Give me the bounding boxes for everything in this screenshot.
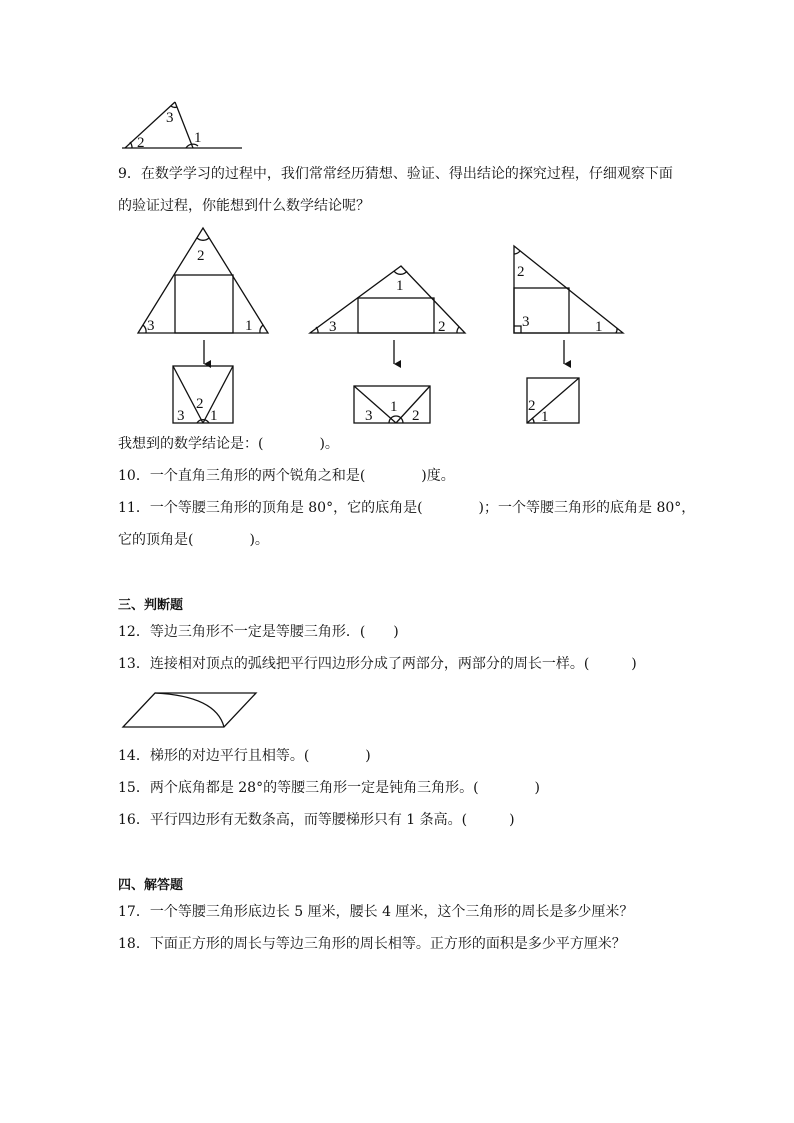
q16: 16．平行四边形有无数条高，而等腰梯形只有 1 条高。( ) <box>118 812 515 828</box>
q11-line2: 它的顶角是( )。 <box>118 532 269 548</box>
right-tri-label-1: 1 <box>595 319 603 335</box>
right-rect-label-1: 1 <box>541 409 549 425</box>
q10: 10．一个直角三角形的两个锐角之和是( )度。 <box>118 468 455 484</box>
section-4-heading: 四、解答题 <box>118 878 184 893</box>
q9-answer: 我想到的数学结论是：( )。 <box>118 436 339 452</box>
section-3-heading: 三、判断题 <box>118 598 184 613</box>
angle-figure <box>122 102 242 151</box>
right-tri-label-3: 3 <box>522 314 530 330</box>
middle-tri-label-3: 3 <box>329 319 337 335</box>
left-tri-label-2: 2 <box>197 248 205 264</box>
left-rect-label-2: 2 <box>196 396 204 412</box>
left-tri-label-3: 3 <box>147 318 155 334</box>
q11-line1: 11．一个等腰三角形的顶角是 80°，它的底角是( )；一个等腰三角形的底角是 80°， <box>118 500 696 516</box>
q17: 17．一个等腰三角形底边长 5 厘米，腰长 4 厘米，这个三角形的周长是多少厘米？ <box>118 904 634 920</box>
middle-rect-label-2: 2 <box>412 408 420 424</box>
q9-line1: 9．在数学学习的过程中，我们常常经历猜想、验证、得出结论的探究过程，仔细观察下面 <box>118 166 673 182</box>
arrows <box>204 340 564 364</box>
right-tri-label-2: 2 <box>517 264 525 280</box>
parallelogram-figure <box>123 693 256 727</box>
left-tri-label-1: 1 <box>245 318 253 334</box>
middle-tri-label-1: 1 <box>396 278 404 294</box>
q14: 14．梯形的对边平行且相等。( ) <box>118 748 371 764</box>
right-triangle-figure <box>514 246 623 335</box>
middle-rect-label-3: 3 <box>365 408 373 424</box>
q12: 12．等边三角形不一定是等腰三角形．( ) <box>118 624 399 640</box>
left-rearranged-rect <box>173 366 233 424</box>
right-rect-label-2: 2 <box>528 398 536 414</box>
right-rearranged-rect <box>527 378 579 425</box>
middle-rearranged-rect <box>354 386 430 424</box>
q15: 15．两个底角都是 28°的等腰三角形一定是钝角三角形。( ) <box>118 780 541 796</box>
q18: 18．下面正方形的周长与等边三角形的周长相等。正方形的面积是多少平方厘米？ <box>118 936 626 952</box>
left-rect-label-3: 3 <box>177 408 185 424</box>
angle-label-2: 2 <box>137 135 145 151</box>
middle-triangle-figure <box>310 266 465 335</box>
q9-line2: 的验证过程，你能想到什么数学结论呢？ <box>118 198 370 214</box>
middle-rect-label-1: 1 <box>390 399 398 415</box>
left-triangle-figure <box>138 228 268 334</box>
left-rect-label-1: 1 <box>210 408 218 424</box>
q13: 13．连接相对顶点的弧线把平行四边形分成了两部分，两部分的周长一样。( ) <box>118 656 637 672</box>
middle-tri-label-2: 2 <box>438 319 446 335</box>
angle-label-3: 3 <box>166 110 174 126</box>
angle-label-1: 1 <box>194 130 202 146</box>
